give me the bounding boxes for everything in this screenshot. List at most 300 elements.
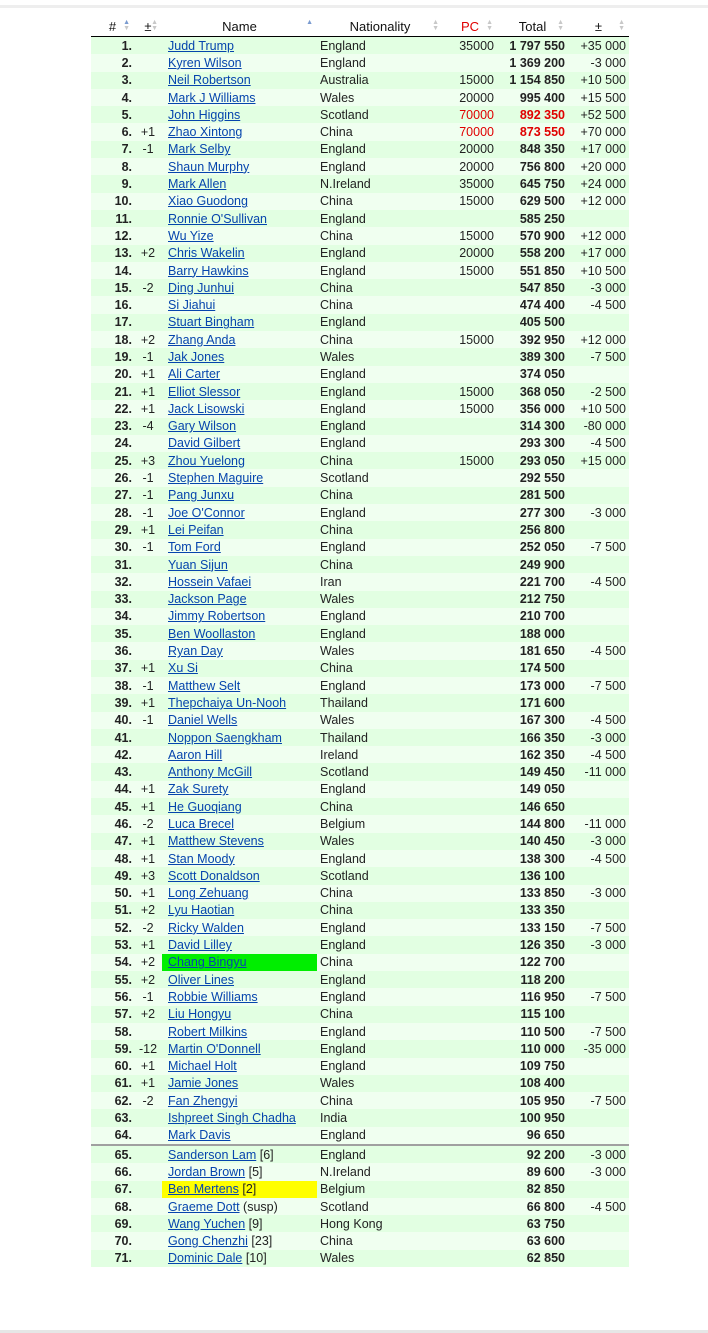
- points-diff-cell: -7 500: [568, 539, 629, 556]
- table-row: [91, 1198, 629, 1215]
- points-diff-cell: [568, 1181, 629, 1198]
- rank-change-cell: +2: [134, 245, 162, 262]
- rank-change-cell: [134, 175, 162, 192]
- player-name-cell: [162, 625, 317, 642]
- player-link[interactable]: Ricky Walden: [168, 920, 244, 935]
- player-link[interactable]: Chang Bingyu: [168, 955, 247, 970]
- table-row: [91, 556, 629, 573]
- player-link[interactable]: Xu Si: [168, 661, 198, 676]
- pc-cell: [443, 348, 497, 365]
- nationality-cell: China: [317, 296, 443, 313]
- nationality-cell: China: [317, 227, 443, 244]
- total-cell: 116 950: [497, 988, 568, 1005]
- col-header-pc[interactable]: [443, 17, 497, 37]
- total-cell: 221 700: [497, 573, 568, 590]
- rank-cell: 55.: [91, 971, 134, 988]
- rank-cell: 53.: [91, 936, 134, 953]
- pc-cell: [443, 815, 497, 832]
- table-row: [91, 954, 629, 971]
- player-link[interactable]: Fan Zhengyi: [168, 1093, 238, 1108]
- points-diff-cell: -4 500: [568, 712, 629, 729]
- player-link[interactable]: Ding Junhui: [168, 280, 235, 295]
- total-cell: 174 500: [497, 660, 568, 677]
- player-name-cell: [162, 279, 317, 296]
- nationality-cell: Ireland: [317, 746, 443, 763]
- pc-cell: [443, 573, 497, 590]
- pc-cell: [443, 418, 497, 435]
- nationality-cell: Australia: [317, 72, 443, 89]
- total-cell: 756 800: [497, 158, 568, 175]
- points-diff-cell: +12 000: [568, 193, 629, 210]
- rank-cell: 44.: [91, 781, 134, 798]
- points-diff-cell: -4 500: [568, 850, 629, 867]
- points-diff-cell: -4 500: [568, 573, 629, 590]
- nationality-cell: Wales: [317, 89, 443, 106]
- rank-change-cell: +1: [134, 798, 162, 815]
- nationality-cell: England: [317, 677, 443, 694]
- rank-cell: 22.: [91, 400, 134, 417]
- player-link[interactable]: Joe O'Connor: [168, 505, 245, 520]
- player-link[interactable]: Luca Brecel: [168, 817, 235, 831]
- sort-arrows-icon[interactable]: ▲ ▼: [151, 19, 158, 32]
- nationality-cell: England: [317, 936, 443, 953]
- rank-cell: 21.: [91, 383, 134, 400]
- rank-cell: 30.: [91, 539, 134, 556]
- player-link[interactable]: Zhou Yuelong: [168, 453, 245, 468]
- points-diff-cell: [568, 694, 629, 711]
- player-link[interactable]: Aaron Hill: [168, 747, 223, 762]
- nationality-cell: England: [317, 400, 443, 417]
- table-row: [91, 123, 629, 140]
- player-name-cell: [162, 1181, 317, 1198]
- pc-cell: 20000: [443, 245, 497, 262]
- player-link[interactable]: Jackson Page: [168, 592, 247, 607]
- player-link[interactable]: Dominic Dale: [168, 1251, 243, 1266]
- rank-cell: 49.: [91, 867, 134, 884]
- points-diff-cell: +10 500: [568, 400, 629, 417]
- points-diff-cell: [568, 1058, 629, 1075]
- col-header-nationality[interactable]: [317, 17, 443, 37]
- pc-cell: [443, 677, 497, 694]
- player-link[interactable]: David Gilbert: [168, 436, 241, 451]
- col-header-change-label: ±: [144, 19, 152, 34]
- player-link[interactable]: Pang Junxu: [168, 488, 235, 503]
- total-cell: 62 850: [497, 1250, 568, 1267]
- player-name-cell: [162, 383, 317, 400]
- col-header-pc-label: PC: [460, 19, 480, 34]
- player-link[interactable]: Gary Wilson: [168, 419, 237, 434]
- rank-change-cell: [134, 262, 162, 279]
- nationality-cell: India: [317, 1109, 443, 1126]
- total-cell: 368 050: [497, 383, 568, 400]
- rank-cell: 18.: [91, 331, 134, 348]
- nationality-cell: China: [317, 123, 443, 140]
- player-link[interactable]: Hossein Vafaei: [168, 574, 252, 589]
- player-link[interactable]: Jimmy Robertson: [168, 609, 266, 624]
- col-header-change[interactable]: [134, 17, 162, 37]
- rank-cell: 35.: [91, 625, 134, 642]
- player-link[interactable]: Chris Wakelin: [168, 246, 245, 261]
- player-link[interactable]: Mark Allen: [168, 177, 227, 192]
- rank-change-cell: -1: [134, 712, 162, 729]
- player-link[interactable]: Martin O'Donnell: [168, 1041, 261, 1056]
- points-diff-cell: [568, 1006, 629, 1023]
- player-name-cell: [162, 193, 317, 210]
- points-diff-cell: -35 000: [568, 1040, 629, 1057]
- rank-change-cell: [134, 1145, 162, 1163]
- points-diff-cell: -7 500: [568, 677, 629, 694]
- points-diff-cell: -3 000: [568, 1145, 629, 1163]
- player-link[interactable]: Elliot Slessor: [168, 384, 241, 399]
- rank-change-cell: [134, 763, 162, 780]
- points-diff-cell: -4 500: [568, 435, 629, 452]
- pc-cell: [443, 1232, 497, 1249]
- player-link[interactable]: Stan Moody: [168, 851, 235, 866]
- rank-change-cell: +2: [134, 954, 162, 971]
- player-link[interactable]: Jordan Brown: [168, 1164, 246, 1179]
- nationality-cell: England: [317, 383, 443, 400]
- col-header-name[interactable]: [162, 17, 317, 37]
- rank-change-cell: [134, 1127, 162, 1145]
- player-link[interactable]: Oliver Lines: [168, 972, 234, 987]
- player-link[interactable]: Mark Selby: [168, 142, 231, 157]
- player-link[interactable]: Ben Woollaston: [168, 626, 256, 641]
- nationality-cell: England: [317, 158, 443, 175]
- points-diff-cell: [568, 1250, 629, 1267]
- points-diff-cell: [568, 366, 629, 383]
- player-link[interactable]: Xiao Guodong: [168, 194, 248, 209]
- player-link[interactable]: Barry Hawkins: [168, 263, 249, 278]
- player-link[interactable]: Robbie Williams: [168, 989, 258, 1004]
- player-name-cell: [162, 1040, 317, 1057]
- player-link[interactable]: Long Zehuang: [168, 886, 249, 901]
- rank-cell: 19.: [91, 348, 134, 365]
- player-link[interactable]: Zak Surety: [168, 782, 229, 797]
- player-link[interactable]: Zhang Anda: [168, 332, 236, 347]
- player-link[interactable]: Lei Peifan: [168, 522, 224, 537]
- sort-arrows-icon[interactable]: ▲ ▼: [432, 19, 439, 32]
- pc-cell: 15000: [443, 452, 497, 469]
- pc-cell: 20000: [443, 89, 497, 106]
- player-link[interactable]: Wu Yize: [168, 228, 214, 243]
- points-diff-cell: -4 500: [568, 296, 629, 313]
- nationality-cell: China: [317, 1006, 443, 1023]
- rank-cell: 26.: [91, 469, 134, 486]
- player-link[interactable]: Mark Davis: [168, 1128, 231, 1143]
- table-row: [91, 141, 629, 158]
- rank-cell: 8.: [91, 158, 134, 175]
- pc-cell: [443, 833, 497, 850]
- nationality-cell: England: [317, 245, 443, 262]
- pc-cell: 15000: [443, 227, 497, 244]
- table-row: [91, 348, 629, 365]
- total-cell: 110 000: [497, 1040, 568, 1057]
- player-link[interactable]: Shaun Murphy: [168, 159, 250, 174]
- rank-change-cell: [134, 193, 162, 210]
- points-diff-cell: -3 000: [568, 885, 629, 902]
- pc-cell: [443, 1198, 497, 1215]
- rankings-body: [91, 37, 629, 1268]
- player-name-cell: [162, 175, 317, 192]
- rank-cell: 69.: [91, 1215, 134, 1232]
- sort-arrows-icon[interactable]: ▲: [306, 19, 313, 26]
- rank-change-cell: +1: [134, 885, 162, 902]
- rank-cell: 62.: [91, 1092, 134, 1109]
- player-link[interactable]: Jamie Jones: [168, 1076, 239, 1091]
- rank-cell: 14.: [91, 262, 134, 279]
- total-cell: 1 797 550: [497, 37, 568, 55]
- player-name-cell: [162, 262, 317, 279]
- player-link[interactable]: Daniel Wells: [168, 713, 238, 728]
- rank-cell: 56.: [91, 988, 134, 1005]
- rank-cell: 3.: [91, 72, 134, 89]
- player-link[interactable]: Mark J Williams: [168, 90, 256, 105]
- rank-cell: 48.: [91, 850, 134, 867]
- table-row: [91, 677, 629, 694]
- rank-cell: 9.: [91, 175, 134, 192]
- col-header-diff[interactable]: [568, 17, 629, 37]
- player-link[interactable]: Stuart Bingham: [168, 315, 255, 330]
- points-diff-cell: -7 500: [568, 1092, 629, 1109]
- player-name-cell: [162, 1145, 317, 1163]
- player-link[interactable]: Matthew Stevens: [168, 834, 264, 849]
- col-header-total[interactable]: [497, 17, 568, 37]
- sort-arrows-icon[interactable]: ▲ ▼: [123, 19, 130, 32]
- player-name-cell: [162, 1198, 317, 1215]
- total-cell: 105 950: [497, 1092, 568, 1109]
- col-header-rank-label: #: [108, 19, 117, 34]
- player-link[interactable]: Anthony McGill: [168, 765, 253, 780]
- total-cell: 171 600: [497, 694, 568, 711]
- pc-cell: [443, 1163, 497, 1180]
- rank-change-cell: [134, 729, 162, 746]
- rank-cell: 63.: [91, 1109, 134, 1126]
- pc-cell: [443, 902, 497, 919]
- points-diff-cell: +52 500: [568, 106, 629, 123]
- total-cell: 149 450: [497, 763, 568, 780]
- rank-cell: 32.: [91, 573, 134, 590]
- col-header-diff-label: ±: [594, 19, 603, 34]
- total-cell: 149 050: [497, 781, 568, 798]
- player-link[interactable]: Gong Chenzhi: [168, 1234, 248, 1249]
- points-diff-cell: [568, 210, 629, 227]
- pc-cell: [443, 1250, 497, 1267]
- player-link[interactable]: Scott Donaldson: [168, 868, 260, 883]
- total-cell: 133 850: [497, 885, 568, 902]
- nationality-cell: N.Ireland: [317, 1163, 443, 1180]
- total-cell: 873 550: [497, 123, 568, 140]
- total-cell: 138 300: [497, 850, 568, 867]
- player-note: [6]: [256, 1147, 274, 1162]
- rankings-table: [91, 17, 629, 1267]
- table-row: [91, 210, 629, 227]
- total-cell: 181 650: [497, 642, 568, 659]
- total-cell: 82 850: [497, 1181, 568, 1198]
- points-diff-cell: [568, 1109, 629, 1126]
- pc-cell: [443, 642, 497, 659]
- points-diff-cell: +17 000: [568, 141, 629, 158]
- player-link[interactable]: Matthew Selt: [168, 678, 241, 693]
- nationality-cell: Wales: [317, 591, 443, 608]
- total-cell: 96 650: [497, 1127, 568, 1145]
- nationality-cell: Belgium: [317, 815, 443, 832]
- player-link[interactable]: Wang Yuchen: [168, 1216, 246, 1231]
- total-cell: 645 750: [497, 175, 568, 192]
- player-link[interactable]: Thepchaiya Un-Nooh: [168, 695, 287, 710]
- pc-cell: 15000: [443, 193, 497, 210]
- player-link[interactable]: Ronnie O'Sullivan: [168, 211, 267, 226]
- player-link[interactable]: Lyu Haotian: [168, 903, 235, 918]
- rank-change-cell: +2: [134, 902, 162, 919]
- player-name-cell: [162, 435, 317, 452]
- player-link[interactable]: Sanderson Lam: [168, 1147, 257, 1162]
- table-row: [91, 850, 629, 867]
- rank-change-cell: +1: [134, 366, 162, 383]
- player-note: (susp): [239, 1199, 278, 1214]
- table-row: [91, 1023, 629, 1040]
- total-cell: 115 100: [497, 1006, 568, 1023]
- rank-change-cell: [134, 227, 162, 244]
- pc-cell: [443, 1075, 497, 1092]
- player-name-cell: [162, 573, 317, 590]
- rank-change-cell: -12: [134, 1040, 162, 1057]
- points-diff-cell: [568, 608, 629, 625]
- player-link[interactable]: Liu Hongyu: [168, 1007, 232, 1022]
- rank-cell: 64.: [91, 1127, 134, 1145]
- nationality-cell: England: [317, 608, 443, 625]
- rank-cell: 15.: [91, 279, 134, 296]
- points-diff-cell: +24 000: [568, 175, 629, 192]
- points-diff-cell: -11 000: [568, 763, 629, 780]
- points-diff-cell: +10 500: [568, 72, 629, 89]
- rank-cell: 10.: [91, 193, 134, 210]
- total-cell: 281 500: [497, 487, 568, 504]
- pc-cell: [443, 1181, 497, 1198]
- sort-arrows-icon[interactable]: ▲ ▼: [618, 19, 625, 32]
- pc-cell: [443, 729, 497, 746]
- player-link[interactable]: Graeme Dott: [168, 1199, 240, 1214]
- player-name-cell: [162, 210, 317, 227]
- player-link[interactable]: Kyren Wilson: [168, 55, 242, 70]
- player-link[interactable]: Ishpreet Singh Chadha: [168, 1111, 296, 1126]
- pc-cell: [443, 1058, 497, 1075]
- player-link[interactable]: Noppon Saengkham: [168, 730, 282, 745]
- player-link[interactable]: Judd Trump: [168, 38, 235, 53]
- player-link[interactable]: He Guoqiang: [168, 799, 242, 814]
- points-diff-cell: [568, 1075, 629, 1092]
- col-header-rank[interactable]: [91, 17, 134, 37]
- player-name-cell: [162, 245, 317, 262]
- rank-change-cell: [134, 591, 162, 608]
- player-name-cell: [162, 469, 317, 486]
- rank-cell: 39.: [91, 694, 134, 711]
- rank-cell: 43.: [91, 763, 134, 780]
- nationality-cell: China: [317, 1232, 443, 1249]
- player-link[interactable]: Si Jiahui: [168, 298, 216, 313]
- rank-cell: 24.: [91, 435, 134, 452]
- total-cell: 585 250: [497, 210, 568, 227]
- rank-change-cell: +1: [134, 660, 162, 677]
- table-row: [91, 400, 629, 417]
- player-link[interactable]: Neil Robertson: [168, 73, 251, 88]
- nationality-cell: England: [317, 418, 443, 435]
- rank-change-cell: +1: [134, 521, 162, 538]
- nationality-cell: Hong Kong: [317, 1215, 443, 1232]
- rank-cell: 6.: [91, 123, 134, 140]
- total-cell: 292 550: [497, 469, 568, 486]
- player-link[interactable]: Jak Jones: [168, 349, 225, 364]
- pc-cell: 70000: [443, 123, 497, 140]
- player-link[interactable]: Stephen Maguire: [168, 471, 264, 486]
- rank-cell: 41.: [91, 729, 134, 746]
- pc-cell: [443, 1092, 497, 1109]
- rank-change-cell: [134, 1163, 162, 1180]
- points-diff-cell: [568, 867, 629, 884]
- total-cell: 1 154 850: [497, 72, 568, 89]
- points-diff-cell: +12 000: [568, 331, 629, 348]
- nationality-cell: Scotland: [317, 1198, 443, 1215]
- nationality-cell: England: [317, 1145, 443, 1163]
- total-cell: 109 750: [497, 1058, 568, 1075]
- rank-change-cell: [134, 1181, 162, 1198]
- nationality-cell: Wales: [317, 1075, 443, 1092]
- points-diff-cell: -2 500: [568, 383, 629, 400]
- player-link[interactable]: Zhao Xintong: [168, 125, 243, 140]
- player-link[interactable]: Robert Milkins: [168, 1024, 248, 1039]
- table-row: [91, 919, 629, 936]
- player-name-cell: [162, 314, 317, 331]
- player-name-cell: [162, 106, 317, 123]
- total-cell: 551 850: [497, 262, 568, 279]
- player-link[interactable]: Jack Lisowski: [168, 401, 245, 416]
- total-cell: 100 950: [497, 1109, 568, 1126]
- rank-cell: 36.: [91, 642, 134, 659]
- sort-arrows-icon[interactable]: ▲ ▼: [557, 19, 564, 32]
- total-cell: 136 100: [497, 867, 568, 884]
- player-link[interactable]: Ryan Day: [168, 644, 223, 659]
- nationality-cell: England: [317, 366, 443, 383]
- player-name-cell: [162, 1250, 317, 1267]
- player-link[interactable]: Michael Holt: [168, 1059, 237, 1074]
- points-diff-cell: [568, 660, 629, 677]
- player-link[interactable]: Ben Mertens: [168, 1182, 239, 1197]
- sort-arrows-icon[interactable]: ▲ ▼: [486, 19, 493, 32]
- rank-change-cell: -2: [134, 279, 162, 296]
- player-name-cell: [162, 936, 317, 953]
- player-name-cell: [162, 1023, 317, 1040]
- pc-cell: [443, 469, 497, 486]
- rank-change-cell: -2: [134, 815, 162, 832]
- player-name-cell: [162, 988, 317, 1005]
- total-cell: 629 500: [497, 193, 568, 210]
- player-link[interactable]: Tom Ford: [168, 540, 221, 555]
- nationality-cell: England: [317, 850, 443, 867]
- pc-cell: [443, 521, 497, 538]
- table-row: [91, 694, 629, 711]
- nationality-cell: Scotland: [317, 469, 443, 486]
- player-link[interactable]: David Lilley: [168, 938, 232, 953]
- table-row: [91, 1109, 629, 1126]
- player-name-cell: [162, 37, 317, 55]
- nationality-cell: Scotland: [317, 763, 443, 780]
- player-note: [2]: [238, 1182, 257, 1197]
- total-cell: 144 800: [497, 815, 568, 832]
- nationality-cell: China: [317, 521, 443, 538]
- player-link[interactable]: Yuan Sijun: [168, 557, 228, 572]
- player-link[interactable]: John Higgins: [168, 107, 241, 122]
- rank-change-cell: -1: [134, 469, 162, 486]
- player-link[interactable]: Ali Carter: [168, 367, 221, 382]
